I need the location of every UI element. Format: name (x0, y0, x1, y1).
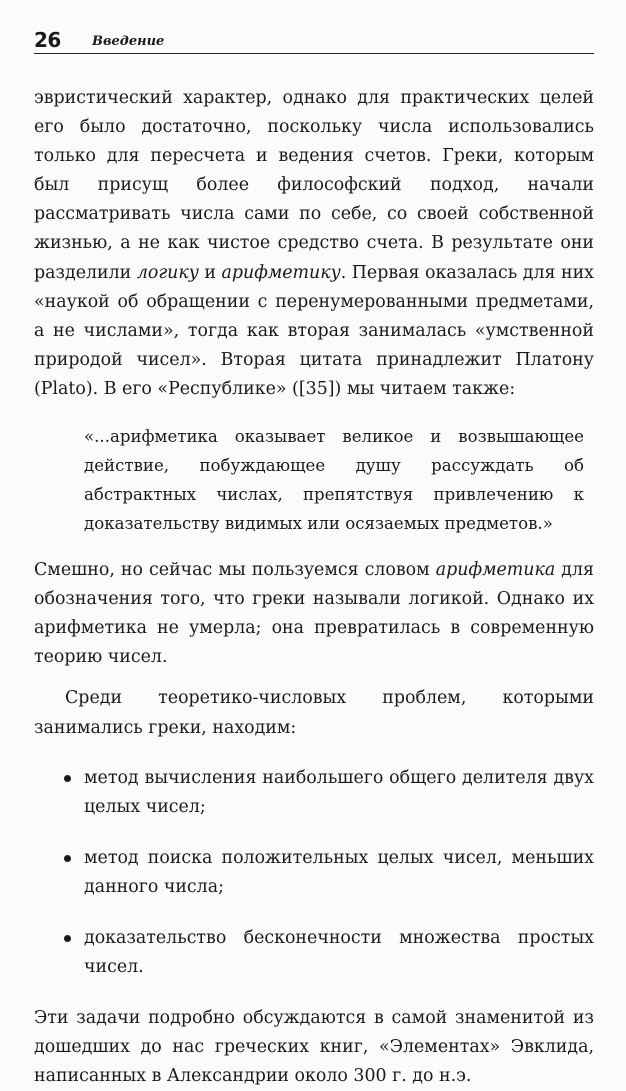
text-run: . Первая оказалась для них «наукой об обращении с перенумерованными предметами, а не числами», тогда как вторая занималась «умственной природой чисел». Вторая цитата принадлежит Платону (Plato). В его «Республике» ([35]) мы читаем также: (34, 262, 594, 399)
paragraph-3: Среди теоретико-числовых проблем, которыми занимались греки, находим: (34, 688, 594, 738)
list-item-text: метод поиска положительных целых чисел, меньших данного числа; (84, 847, 594, 897)
paragraph-1 (34, 84, 594, 404)
bullet-icon (64, 775, 71, 782)
list-item (34, 924, 594, 982)
list-item-text: доказательство бесконечности множества простых чисел. (84, 927, 594, 978)
page-number: 26 (34, 28, 61, 52)
text-run: и (198, 262, 222, 283)
emphasis-logic: логику (136, 262, 199, 283)
list-item (34, 764, 594, 822)
paragraph-2 (34, 556, 594, 672)
page-header (34, 27, 594, 54)
bullet-icon (64, 855, 71, 862)
text-run: эвристический характер, однако для практических целей его было достаточно, поскольку числа использовались только для пересчета и ведения счетов. Греки, которым был присущ более философский подход, начали рассматривать числа сами по себе, со своей собственной жизнью, а не как чистое средство счета. В результате они разделили (34, 88, 594, 283)
list-item (34, 844, 594, 902)
emphasis-arithmetic: арифметику (221, 262, 341, 283)
bullet-icon (64, 935, 71, 942)
text-run: для обозначения того, что греки называли логикой. Однако их арифметика не умерла; она превратилась в современную теорию чисел. (34, 560, 594, 668)
running-head: Введение (92, 34, 165, 49)
quote-text: «...арифметика оказывает великое и возвышающее действие, побуждающее душу рассуждать об абстрактных числах, препятствуя привлечению к доказательству видимых или осязаемых предметов.» (84, 427, 584, 534)
block-quote (84, 422, 584, 538)
emphasis-arithmetic: арифметика (435, 560, 556, 581)
text-run: Смешно, но сейчас мы пользуемся словом (34, 560, 436, 581)
problem-list (34, 764, 594, 983)
paragraph-4: Эти задачи подробно обсуждаются в самой знаменитой из дошедших до нас греческих книг, «Элементах» Эвклида, написанных в Александрии около 300 г. до н.э. (34, 1008, 594, 1087)
body-text (34, 84, 594, 1091)
list-item-text: метод вычисления наибольшего общего делителя двух целых чисел; (84, 767, 594, 817)
